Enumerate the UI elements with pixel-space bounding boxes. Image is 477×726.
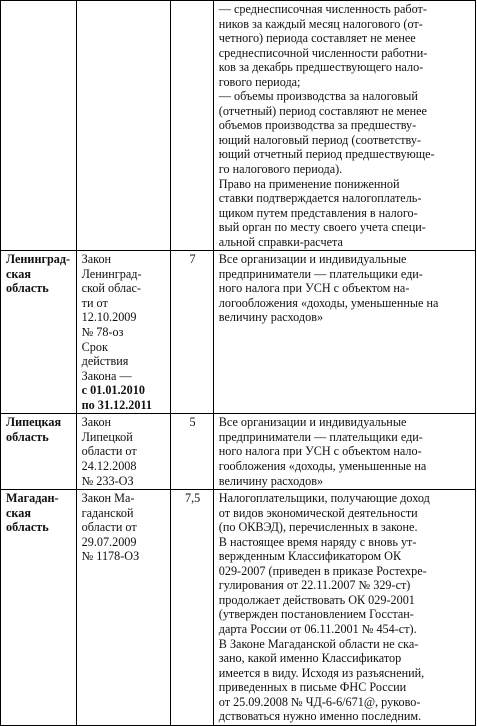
description-cell	[213, 251, 475, 414]
text-line: Липецкой	[81, 429, 133, 444]
text-line: Закон	[81, 252, 112, 267]
rate-cell	[171, 490, 213, 726]
law-cell	[76, 251, 171, 414]
text-line: область	[6, 520, 49, 535]
text-line: Магадан-	[6, 491, 59, 506]
text-line: области от	[81, 444, 137, 459]
text-line: логообложения «доходы, уменьшенные на	[218, 295, 439, 310]
text-line: Налогоплательщики, получающие доход	[218, 491, 430, 506]
text-line: (по ОКВЭД), перечисленных в законе.	[218, 520, 418, 535]
text-line: с 01.01.2010	[81, 383, 145, 398]
text-line: продолжает действовать ОК 029-2001	[218, 592, 415, 607]
text-line: го налогового периода).	[218, 162, 343, 177]
text-line: 12.10.2009	[81, 310, 137, 325]
text-line: ющий отчетный период предшествующе-	[218, 147, 435, 162]
text-line: дствоваться нужно именно последним.	[218, 709, 422, 724]
text-line: № 1178-ОЗ	[81, 549, 140, 564]
text-line: Срок	[81, 339, 108, 354]
text-line: предприниматели — плательщики еди-	[218, 429, 423, 444]
text-line: четного) периода составляет не менее	[218, 31, 416, 46]
description-cell	[213, 490, 475, 726]
text-line: величину расходов»	[218, 310, 324, 325]
text-line: величину расходов»	[218, 473, 324, 488]
text-line: Липецкая	[6, 415, 62, 430]
table-row-continuation	[1, 1, 476, 251]
text-line: от видов экономической деятельности	[218, 505, 418, 520]
text-line: ющий налоговый период (соответству-	[218, 132, 422, 147]
text-line: ская	[6, 505, 31, 520]
table-row	[1, 414, 476, 490]
text-line: ставки подтверждается налогоплатель-	[218, 191, 422, 206]
text-line: гового периода;	[218, 74, 301, 89]
text-line: щиком путем представления в налого-	[218, 205, 418, 220]
text-line: ков за декабрь предшествующего нало-	[218, 60, 424, 75]
text-line: № 78-оз	[81, 325, 124, 340]
text-line: объемов производства за предшеству-	[218, 118, 417, 133]
text-line: Закона —	[81, 368, 132, 383]
region-cell	[1, 490, 77, 726]
text-line: 24.12.2008	[81, 458, 137, 473]
text-line: зано, какой именно Классификатор	[218, 651, 402, 666]
text-line: ской облас-	[81, 281, 141, 296]
text-line: ти от	[81, 295, 108, 310]
region-cell	[1, 251, 77, 414]
text-line: — объемы производства за налоговый	[218, 89, 418, 104]
text-line: области от	[81, 520, 137, 535]
law-cell	[76, 414, 171, 490]
text-line: В Законе Магаданской области не ска-	[218, 636, 419, 651]
text-line: действия	[81, 354, 129, 369]
law-cell	[76, 1, 171, 251]
description-cell	[213, 414, 475, 490]
text-line: приведенных в письме ФНС России	[218, 680, 407, 695]
region-cell	[1, 1, 77, 251]
text-line: — среднесписочная численность работ-	[218, 2, 427, 16]
text-line: 29.07.2009	[81, 534, 137, 549]
text-line: В настоящее время наряду с вновь ут-	[218, 534, 417, 549]
law-cell	[76, 490, 171, 726]
rate-value: 7	[189, 252, 196, 267]
text-line: альной справки-расчета	[218, 234, 343, 249]
text-line: вый орган по месту своего учета специ-	[218, 220, 426, 235]
rate-cell	[171, 251, 213, 414]
text-line: область	[6, 281, 49, 296]
table-row	[1, 490, 476, 726]
text-line: ного налога при УСН с объектом на-	[218, 281, 410, 296]
text-line: от 25.09.2008 № ЧД-6-6/671@, руково-	[218, 694, 421, 709]
text-line: ская	[6, 266, 31, 281]
text-line: гулирования от 22.11.2007 № 329-ст)	[218, 578, 411, 593]
text-line: Все организации и индивидуальные	[218, 252, 407, 267]
text-line: вержденным Классификатором ОК	[218, 549, 402, 564]
text-line: гаданской	[81, 505, 134, 520]
text-line: ников за каждый месяц налогового (от-	[218, 16, 423, 31]
rate-value: 5	[189, 415, 196, 430]
text-line: имеется в виду. Исходя из разъяснений,	[218, 665, 425, 680]
text-line: среднесписочной численности работни-	[218, 45, 428, 60]
text-line: (отчетный) период составляют не менее	[218, 103, 427, 118]
rate-cell	[171, 1, 213, 251]
text-line: дарта России от 06.11.2001 № 454-ст).	[218, 621, 417, 636]
text-line: Закон	[81, 415, 112, 430]
text-line: 029-2007 (приведен в приказе Ростехре-	[218, 563, 427, 578]
text-line: область	[6, 429, 49, 444]
text-line: предприниматели — плательщики еди-	[218, 266, 423, 281]
text-line: Право на применение пониженной	[218, 176, 400, 191]
text-line: № 233-ОЗ	[81, 473, 134, 488]
text-line: Все организации и индивидуальные	[218, 415, 407, 430]
table-row	[1, 251, 476, 414]
region-cell	[1, 414, 77, 490]
text-line: Ленинград-	[6, 252, 71, 267]
text-line: Закон Ма-	[81, 491, 135, 506]
text-line: гообложения «доходы, уменьшенные на	[218, 458, 427, 473]
text-line: ного налога при УСН с объектом нало-	[218, 444, 422, 459]
rate-value: 7,5	[184, 491, 201, 506]
text-line: по 31.12.2011	[81, 397, 152, 412]
rate-cell	[171, 414, 213, 490]
description-cell	[213, 1, 475, 251]
text-line: (утвержден постановлением Госстан-	[218, 607, 414, 622]
text-line: Ленинград-	[81, 266, 142, 281]
